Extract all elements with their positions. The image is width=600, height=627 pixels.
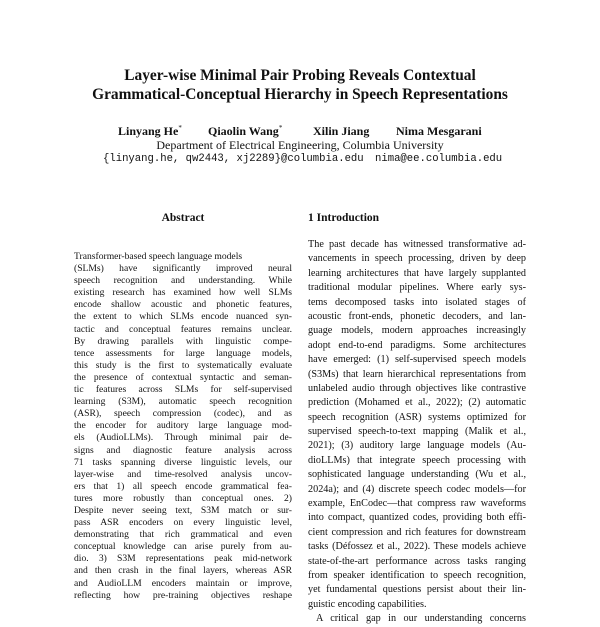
abstract-line: tence assessments for large language models, xyxy=(74,347,292,359)
abstract-line: By drawing parallels with linguistic compe- xyxy=(74,335,292,347)
abstract-heading: Abstract xyxy=(161,212,205,224)
abstract-line: and then crash in the final layers, whereas ASR xyxy=(74,565,292,577)
introduction-line: acoustic front-ends, phonetic decoders, and lan- xyxy=(308,310,526,322)
abstract-line: tic features across SLMs for self-supervised xyxy=(74,384,292,396)
abstract-line: (ASR), speech compression (codec), and as xyxy=(74,408,292,420)
section-heading-introduction: 1 Introduction xyxy=(308,212,380,224)
author xyxy=(118,124,182,139)
abstract-line: encode shallow acoustic and phonetic features, xyxy=(74,299,292,311)
introduction-body xyxy=(308,238,526,627)
abstract-line: signs and diagnostic feature analysis across xyxy=(74,444,292,456)
abstract-line: layer-wise and time-resolved analysis uncov- xyxy=(74,468,292,480)
introduction-line: (S3Ms) that learn hierarchical representations from xyxy=(308,368,526,380)
equal-contribution-mark: * xyxy=(178,124,182,132)
author-name: Nima Mesgarani xyxy=(396,124,482,138)
abstract-line: this study is the first to systematically evaluate xyxy=(74,359,292,371)
abstract-line: tures more robustly than conceptual ones. 2) xyxy=(74,492,292,504)
title-line: Grammatical-Conceptual Hierarchy in Speech Representations xyxy=(92,86,508,103)
introduction-line: sophisticated language understanding (Wu et al., xyxy=(308,469,526,481)
abstract-line: dio. 3) S3M representations peak mid-network xyxy=(74,553,292,565)
abstract-line: els (AudioLLMs). Through minimal pair de- xyxy=(74,432,292,444)
abstract-line: the presence of contextual syntactic and seman- xyxy=(74,371,292,383)
introduction-line: guistic encoding capabilities. xyxy=(308,598,427,610)
introduction-line: unlabeled audio through objectives like contrastive xyxy=(308,382,526,394)
abstract-line: ers that 1) all speech encode grammatical fea- xyxy=(74,480,292,492)
email-address: nima@ee.columbia.edu xyxy=(375,153,503,165)
email-address: {linyang.he, qw2443, xj2289}@columbia.edu xyxy=(103,153,364,165)
abstract-line: (SLMs) have significantly improved neural xyxy=(74,263,292,275)
author-name: Linyang He xyxy=(118,124,179,138)
introduction-line: cient compression and rich features for downstream xyxy=(308,526,526,538)
introduction-line: tems decomposed tasks into isolated stages of xyxy=(308,296,526,308)
abstract-line: tactic and conceptual features remains unclear. xyxy=(74,323,292,335)
author-name: Qiaolin Wang xyxy=(208,124,279,138)
introduction-line: speech recognition (ASR) systems optimized for xyxy=(308,411,526,423)
author-name: Xilin Jiang xyxy=(313,124,370,138)
author xyxy=(313,124,369,139)
introduction-line: tasks (Défossez et al., 2022). These models achieve xyxy=(308,541,526,553)
introduction-line: dioLLMs) that integrate speech processing with xyxy=(308,454,526,466)
introduction-line: A critical gap in our understanding concerns xyxy=(316,613,526,625)
abstract-line: existing research has examined how well SLMs xyxy=(74,287,292,299)
introduction-line: from speaker identification to speech recognition, xyxy=(308,569,526,581)
abstract-line: Despite never seeing text, S3M match or sur- xyxy=(74,504,292,516)
introduction-line: guage models, modern approaches increasingly xyxy=(308,325,526,337)
introduction-line: traditional modular pipelines. Where early sys- xyxy=(308,282,526,294)
abstract-line: speech recognition and understanding. While xyxy=(74,275,292,287)
abstract-line: pass ASR encoders on every linguistic level, xyxy=(74,517,292,529)
introduction-line: adopt end-to-end paradigms. Some architectures xyxy=(308,339,526,351)
abstract-line: conceptual knowledge can arise purely from au- xyxy=(74,541,292,553)
introduction-line: supervised speech-to-text mapping (Malik et al., xyxy=(308,426,526,438)
abstract-line: learning (S3M), automatic speech recognition xyxy=(74,396,292,408)
abstract-line: Transformer-based speech language models xyxy=(74,251,243,262)
introduction-line: The past decade has witnessed transformative ad- xyxy=(308,239,526,250)
title-line: Layer-wise Minimal Pair Probing Reveals Contextual xyxy=(124,67,476,84)
introduction-line: example, EnCodec—that compress raw waveforms xyxy=(308,498,526,510)
affiliation: Department of Electrical Engineering, Columbia University xyxy=(156,138,444,152)
author xyxy=(396,124,482,139)
abstract-line: 71 tasks spanning diverse linguistic levels, our xyxy=(74,456,292,468)
introduction-line: have emerged: (1) self-supervised speech models xyxy=(308,354,526,366)
introduction-line: 2021); (3) auditory large language models (Au- xyxy=(308,440,526,452)
abstract-line: reflecting how pre-training objectives reshape xyxy=(74,589,292,601)
email-line xyxy=(0,153,600,169)
author xyxy=(208,124,282,139)
introduction-line: yet fundamental questions persist about their lin- xyxy=(308,584,526,596)
introduction-line: 2024a); and (4) discrete speech codec models—for xyxy=(308,483,526,495)
introduction-line: prediction (Mohamed et al., 2022); (2) automatic xyxy=(308,397,526,409)
abstract-line: the encoder for auditory large language mod- xyxy=(74,420,292,432)
equal-contribution-mark: * xyxy=(278,124,283,132)
paper-title xyxy=(0,66,600,104)
abstract-body xyxy=(74,251,292,602)
introduction-line: learning architectures that have largely supplanted xyxy=(308,267,526,279)
introduction-line: into compact, quantized codes, providing both effi- xyxy=(308,512,526,524)
abstract-line: and AudioLLM encoders maintain or improve, xyxy=(74,577,292,589)
introduction-line: state-of-the-art performance across tasks ranging xyxy=(308,555,526,567)
introduction-line: vancements in speech processing, driven by deep xyxy=(308,253,526,265)
abstract-line: the extent to which SLMs encode nuanced syn- xyxy=(74,311,292,323)
abstract-line: demonstrating that rich grammatical and even xyxy=(74,529,292,541)
